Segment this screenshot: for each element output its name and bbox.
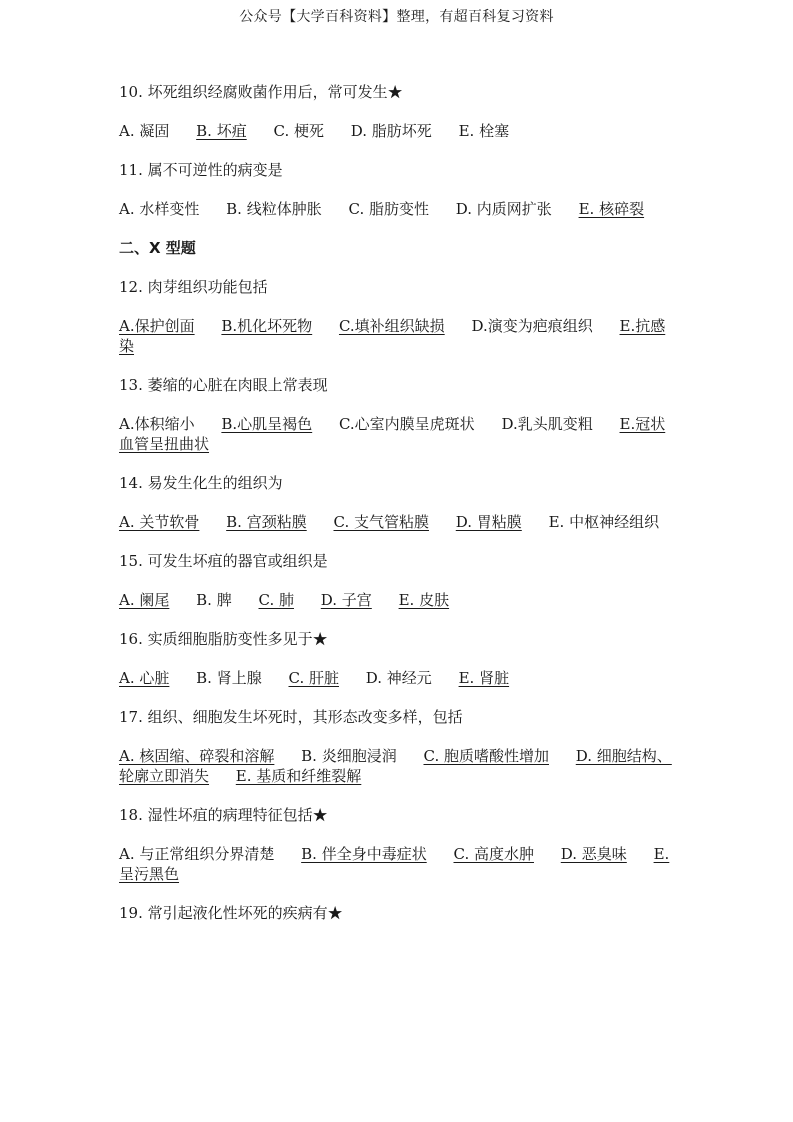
answer-option-correct: D. 子宫 <box>320 591 372 609</box>
answer-options <box>119 512 675 532</box>
question-text: 12. 肉芽组织功能包括 <box>119 278 268 296</box>
answer-option: A. 与正常组织分界清楚 <box>119 845 275 863</box>
answer-option-correct: E.抗感染 <box>119 317 666 355</box>
answer-option: B. 炎细胞浸润 <box>301 747 397 765</box>
question-list <box>119 82 675 942</box>
answer-option-correct: C. 支气管粘膜 <box>333 513 429 531</box>
answer-option-correct: B.心肌呈褐色 <box>221 415 313 433</box>
answer-option-correct: C. 胞质嗜酸性增加 <box>423 747 549 765</box>
question-text: 11. 属不可逆性的病变是 <box>119 161 283 179</box>
answer-option-correct: C. 高度水肿 <box>453 845 534 863</box>
answer-option: B. 肾上腺 <box>196 669 262 687</box>
answer-options <box>119 199 675 219</box>
answer-option-correct: C. 肺 <box>258 591 294 609</box>
answer-option-correct: E. 呈污黑色 <box>119 845 670 883</box>
answer-option: D.演变为疤痕组织 <box>471 317 593 335</box>
answer-options <box>119 746 675 786</box>
answer-option-correct: C. 肝脏 <box>288 669 339 687</box>
answer-options <box>119 590 675 610</box>
answer-option-correct: A. 阑尾 <box>119 591 170 609</box>
answer-option: D. 内质网扩张 <box>455 200 552 218</box>
answer-option: A. 凝固 <box>119 122 170 140</box>
question-text: 16. 实质细胞脂肪变性多见于★ <box>119 630 328 648</box>
answer-option-correct: B. 宫颈粘膜 <box>226 513 307 531</box>
page-header: 公众号【大学百科资料】整理，有超百科复习资料 <box>239 9 554 25</box>
answer-option-correct: E. 皮肤 <box>398 591 450 609</box>
answer-option: A.体积缩小 <box>119 415 195 433</box>
section-heading: 二、X 型题 <box>119 239 196 257</box>
answer-option-correct: D. 恶臭味 <box>560 845 627 863</box>
answer-option: D. 脂肪坏死 <box>350 122 432 140</box>
question-text: 17. 组织、细胞发生坏死时，其形态改变多样，包括 <box>119 708 463 726</box>
question-text: 14. 易发生化生的组织为 <box>119 474 283 492</box>
answer-option-correct: A. 核固缩、碎裂和溶解 <box>119 747 275 765</box>
answer-option: C.心室内膜呈虎斑状 <box>338 415 475 433</box>
answer-option-correct: E. 核碎裂 <box>578 200 645 218</box>
answer-option: D. 神经元 <box>365 669 432 687</box>
question-text: 13. 萎缩的心脏在肉眼上常表现 <box>119 376 328 394</box>
answer-option-correct: A. 心脏 <box>119 669 170 687</box>
answer-option: B. 脾 <box>196 591 232 609</box>
answer-options <box>119 414 675 454</box>
question-text: 10. 坏死组织经腐败菌作用后，常可发生★ <box>119 83 403 101</box>
answer-option-correct: C.填补组织缺损 <box>338 317 445 335</box>
answer-option-correct: A. 关节软骨 <box>119 513 200 531</box>
answer-option: D.乳头肌变粗 <box>501 415 593 433</box>
answer-option-correct: B. 伴全身中毒症状 <box>301 845 427 863</box>
answer-option-correct: E. 肾脏 <box>458 669 510 687</box>
question-text: 15. 可发生坏疽的器官或组织是 <box>119 552 328 570</box>
answer-option: A. 水样变性 <box>119 200 200 218</box>
answer-option-correct: E.冠状血管呈扭曲状 <box>119 415 666 453</box>
answer-options <box>119 668 675 688</box>
answer-option-correct: B. 坏疽 <box>196 122 247 140</box>
answer-option: B. 线粒体肿胀 <box>226 200 322 218</box>
answer-option: C. 梗死 <box>273 122 324 140</box>
answer-options <box>119 844 675 884</box>
answer-option-correct: D. 胃粘膜 <box>455 513 522 531</box>
answer-options <box>119 316 675 356</box>
question-text: 19. 常引起液化性坏死的疾病有★ <box>119 904 343 922</box>
answer-options <box>119 121 675 141</box>
answer-option: E. 中枢神经组织 <box>548 513 660 531</box>
answer-option-correct: E. 基质和纤维裂解 <box>235 767 362 785</box>
answer-option: C. 脂肪变性 <box>348 200 429 218</box>
question-text: 18. 湿性坏疽的病理特征包括★ <box>119 806 328 824</box>
answer-option: E. 栓塞 <box>458 122 510 140</box>
answer-option-correct: B.机化坏死物 <box>221 317 313 335</box>
answer-option-correct: A.保护创面 <box>119 317 195 335</box>
answer-option-correct: D. 细胞结构、轮廓立即消失 <box>119 747 672 785</box>
